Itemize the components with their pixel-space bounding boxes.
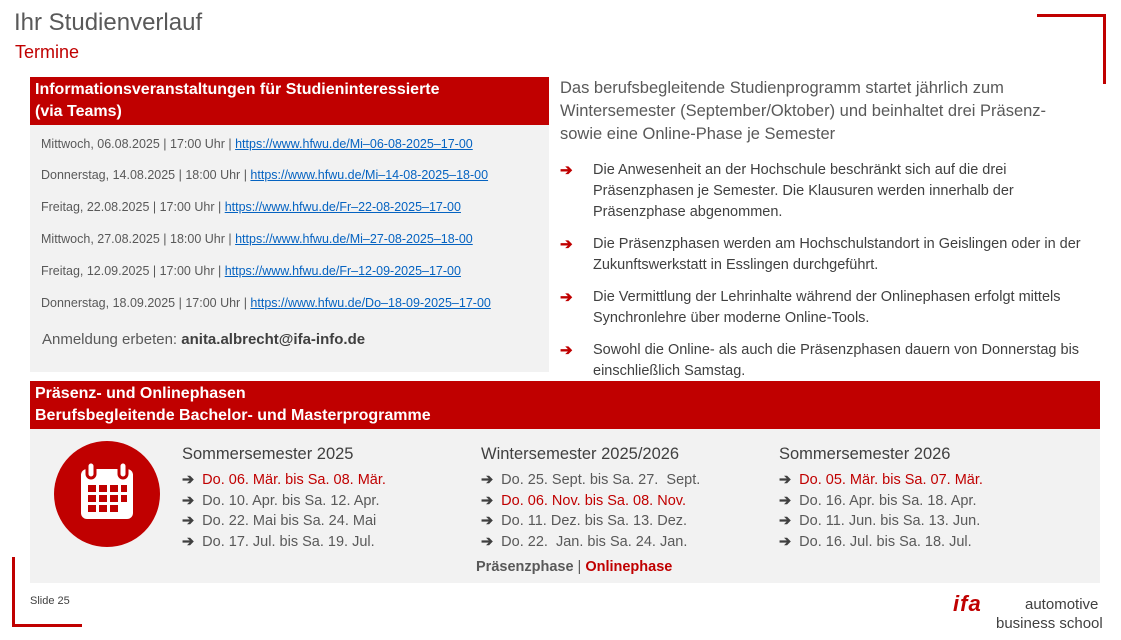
bullet-item: [560, 160, 1090, 223]
corner-decoration-bottom-vertical: [12, 557, 15, 627]
semester-row: [182, 532, 386, 553]
arrow-right-icon: ➔: [560, 289, 573, 306]
semester-dates: Do. 11. Jun. bis Sa. 13. Jun.: [799, 513, 981, 529]
arrow-right-icon: ➔: [560, 162, 573, 179]
event-row: [41, 200, 461, 214]
event-date: Donnerstag, 14.08.2025 | 18:00 Uhr |: [41, 168, 251, 182]
slide-number: Slide 25: [30, 595, 70, 607]
arrow-right-icon: ➔: [182, 533, 195, 550]
legend-online: Onlinephase: [585, 559, 673, 575]
semester-dates: Do. 16. Apr. bis Sa. 18. Apr.: [799, 492, 977, 509]
semester-dates: Do. 16. Jul. bis Sa. 18. Jul.: [799, 533, 972, 550]
semester-dates: Do. 10. Apr. bis Sa. 12. Apr.: [202, 492, 380, 509]
event-date: Freitag, 22.08.2025 | 17:00 Uhr |: [41, 200, 225, 214]
arrow-right-icon: ➔: [779, 533, 792, 550]
semester-row: [481, 511, 700, 532]
semester-column: [182, 445, 386, 552]
arrow-right-icon: ➔: [481, 472, 494, 488]
semester-dates: Do. 22. Jan. bis Sa. 24. Jan.: [501, 533, 688, 550]
bullet-item: [560, 340, 1090, 382]
page-title: Ihr Studienverlauf: [14, 9, 203, 36]
page-subtitle: Termine: [15, 42, 80, 62]
semester-column: [779, 445, 983, 552]
calendar-icon: [54, 441, 160, 547]
event-date: Freitag, 12.09.2025 | 17:00 Uhr |: [41, 264, 225, 278]
corner-decoration-top-vertical: [1103, 14, 1106, 84]
semester-dates: Do. 06. Nov. bis Sa. 08. Nov.: [501, 492, 686, 509]
arrow-right-icon: ➔: [481, 533, 494, 550]
event-link[interactable]: https://www.hfwu.de/Do–18-09-2025–17-00: [250, 296, 491, 310]
event-link[interactable]: https://www.hfwu.de/Mi–27-08-2025–18-00: [235, 232, 473, 246]
semester-title: Sommersemester 2026: [779, 445, 951, 463]
bullet-text: Die Präsenzphasen werden am Hochschulstandort in Geislingen oder in der Zukunftswerkstatt in Esslingen durchgeführt.: [593, 236, 1081, 273]
event-row: [41, 137, 473, 151]
info-heading-line1: Informationsveranstaltungen für Studieninteressierte: [35, 81, 440, 98]
phases-heading-line1: Präsenz- und Onlinephasen: [35, 385, 246, 402]
bullet-item: [560, 287, 1090, 329]
info-heading-line2: (via Teams): [35, 103, 122, 120]
legend-separator: |: [577, 559, 582, 575]
phases-heading: [30, 381, 1100, 429]
phase-legend: [476, 559, 672, 575]
semester-dates: Do. 06. Mär. bis Sa. 08. Mär.: [202, 472, 386, 488]
signup-email[interactable]: anita.albrecht@ifa-info.de: [181, 331, 366, 348]
info-events-heading: [30, 77, 549, 125]
arrow-right-icon: ➔: [481, 492, 494, 509]
event-link[interactable]: https://www.hfwu.de/Fr–22-08-2025–17-00: [224, 200, 461, 214]
ifa-logo: ifa: [953, 591, 982, 616]
corner-decoration-top: [1037, 14, 1106, 17]
intro-text: Das berufsbegleitende Studienprogramm startet jährlich zum Wintersemester (September/Oktober) und beinhaltet drei Präsenz- sowie eine Online-Phase je Semester: [560, 79, 1047, 143]
semester-title: Sommersemester 2025: [182, 445, 354, 463]
phases-panel: [30, 381, 1100, 583]
event-link[interactable]: https://www.hfwu.de/Mi–06-08-2025–17-00: [235, 137, 473, 151]
event-row: [41, 168, 488, 182]
arrow-right-icon: ➔: [182, 472, 195, 488]
bullet-item: [560, 234, 1090, 276]
signup-line: [42, 331, 365, 348]
bullet-text: Sowohl die Online- als auch die Präsenzphasen dauern von Donnerstag bis einschließlich Samstag.: [593, 342, 1080, 379]
event-row: [41, 264, 461, 278]
event-link[interactable]: https://www.hfwu.de/Fr–12-09-2025–17-00: [224, 264, 461, 278]
logo-text-line2: business school: [996, 615, 1103, 632]
event-link[interactable]: https://www.hfwu.de/Mi–14-08-2025–18-00: [250, 168, 489, 182]
semester-row: [182, 511, 386, 532]
arrow-right-icon: ➔: [560, 236, 573, 253]
semester-row-online: [481, 491, 700, 512]
event-row: [41, 296, 491, 310]
logo-text-line1: automotive: [1025, 596, 1099, 613]
bullet-text: Die Vermittlung der Lehrinhalte während der Onlinephasen erfolgt mittels Synchronlehre über moderne Online-Tools.: [593, 289, 1061, 326]
semester-dates: Do. 25. Sept. bis Sa. 27. Sept.: [501, 472, 701, 488]
signup-label: Anmeldung erbeten:: [42, 331, 182, 348]
arrow-right-icon: ➔: [481, 513, 494, 529]
semester-row: [779, 511, 983, 532]
event-date: Mittwoch, 27.08.2025 | 18:00 Uhr |: [41, 232, 236, 246]
semester-row: [182, 491, 386, 512]
semester-dates: Do. 11. Dez. bis Sa. 13. Dez.: [501, 513, 688, 529]
bullet-list: [560, 160, 1090, 393]
event-date: Donnerstag, 18.09.2025 | 17:00 Uhr |: [41, 296, 251, 310]
event-row: [41, 232, 473, 246]
arrow-right-icon: ➔: [779, 472, 792, 488]
arrow-right-icon: ➔: [779, 492, 792, 509]
arrow-right-icon: ➔: [182, 492, 195, 509]
semester-row-online: [182, 470, 386, 491]
info-events-panel: [30, 77, 549, 372]
semester-column: [481, 445, 700, 552]
arrow-right-icon: ➔: [182, 513, 195, 529]
semester-row: [481, 470, 700, 491]
semester-dates: Do. 17. Jul. bis Sa. 19. Jul.: [202, 533, 375, 550]
semester-row: [779, 532, 983, 553]
phases-heading-line2: Berufsbegleitende Bachelor- und Masterprogramme: [35, 407, 431, 424]
semester-row: [481, 532, 700, 553]
semester-dates: Do. 05. Mär. bis Sa. 07. Mär.: [799, 472, 983, 488]
semester-title: Wintersemester 2025/2026: [481, 445, 680, 463]
corner-decoration-bottom: [12, 624, 82, 627]
event-date: Mittwoch, 06.08.2025 | 17:00 Uhr |: [41, 137, 236, 151]
semester-row-online: [779, 470, 983, 491]
semester-row: [779, 491, 983, 512]
bullet-text: Die Anwesenheit an der Hochschule beschränkt sich auf die drei Präsenzphasen je Semester. Die Klausuren werden innerhalb der Präsenzphase abgenommen.: [593, 162, 1014, 220]
arrow-right-icon: ➔: [779, 513, 792, 529]
legend-presence: Präsenzphase: [476, 559, 574, 575]
arrow-right-icon: ➔: [560, 342, 573, 359]
semester-dates: Do. 22. Mai bis Sa. 24. Mai: [202, 513, 377, 529]
